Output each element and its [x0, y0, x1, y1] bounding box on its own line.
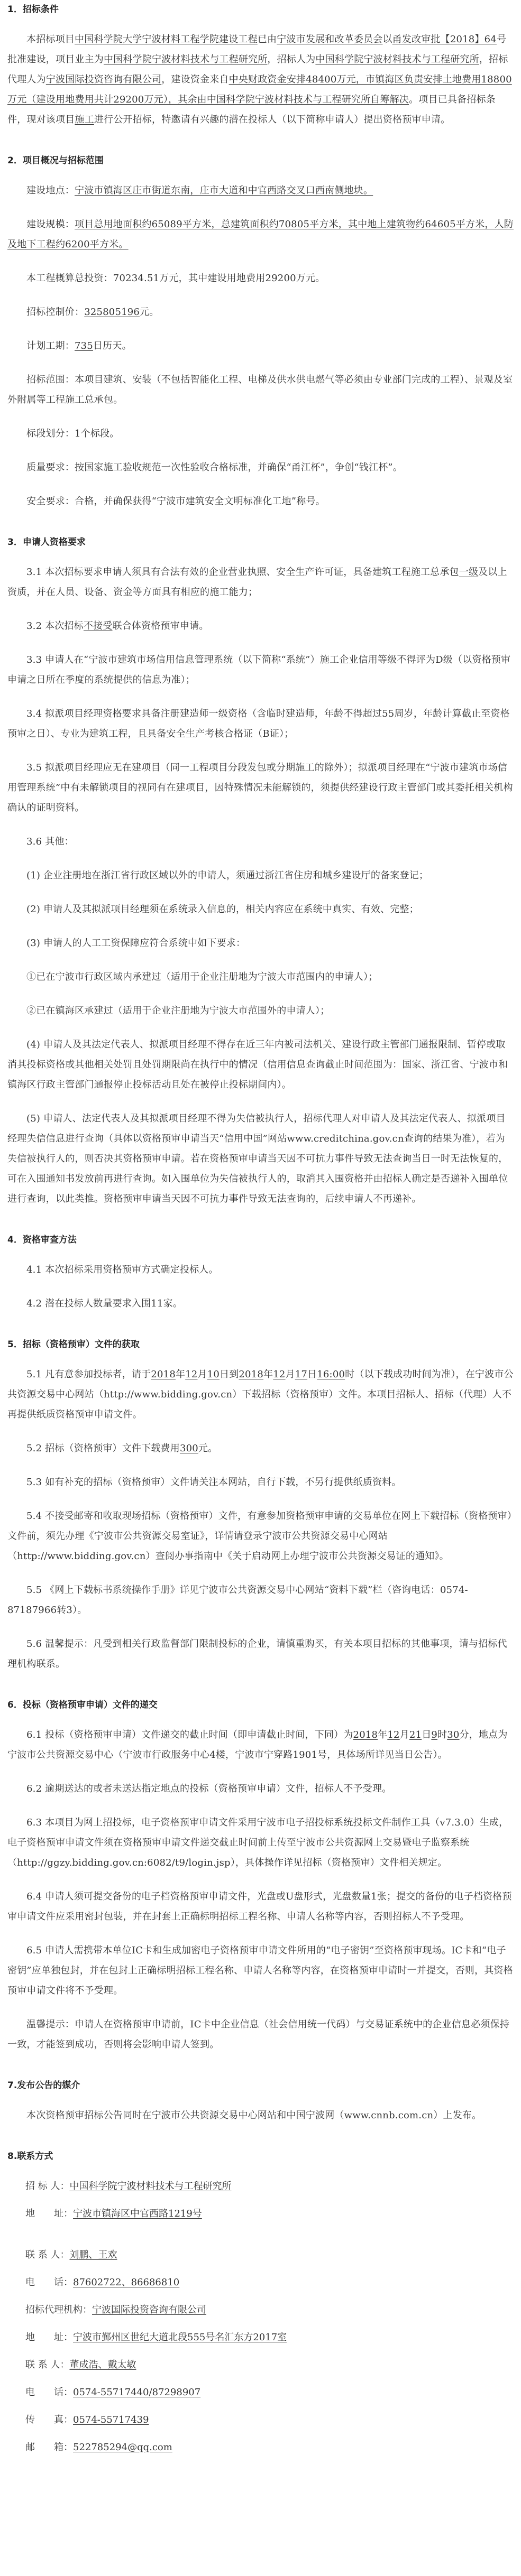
- contact-row-tenderer-contact: 联 系 人：刘鹏、王欢: [25, 2249, 117, 2260]
- para-3-1: 3.1 本次招标要求申请人须具有合法有效的企业营业执照、安全生产许可证，具备建筑工程施工总承包一级及以上资质，并在人员、设备、资金等方面具有相应的施工能力；: [7, 567, 507, 598]
- contact-block: [7, 2176, 514, 2458]
- para-5-5: 5.5 《网上下载标书系统操作手册》详见宁波市公共资源交易中心网站“资料下载”栏（咨询电话：0574-87187966转3）。: [7, 1584, 468, 1616]
- section-title-media: 7.发布公告的媒介: [7, 2080, 80, 2091]
- para-control-price: 招标控制价：325805196元。: [26, 307, 159, 318]
- contact-row-agency: 招标代理机构：宁波国际投资咨询有限公司: [25, 2304, 206, 2315]
- para-5-2: 5.2 招标（资格预审）文件下载费用300元。: [26, 1443, 218, 1454]
- para-3-6-4: (4) 申请人及其法定代表人、拟派项目经理不得存在近三年内被司法机关、建设行政主管部门通报限制、暂停或取消其投标资格或其他相关处罚且处罚期限尚在执行中的情况（信用信息查询截止时间范围为：国家、浙江省、宁波市和镇海区行政主管部门通报停止投标活动且处在被停止投标期间内）。: [7, 1039, 508, 1090]
- para-6-tip: 温馨提示：申请人在资格预审申请前，IC卡中企业信息（社会信用统一代码）与交易证系统中的企业信息必须保持一致，才能签到成功，否则将会影响申请人签到。: [7, 2019, 510, 2050]
- para-3-6-2: (2) 申请人及其拟派项目经理须在系统录入信息的，相关内容应在系统中真实、有效、完整；: [26, 904, 419, 915]
- para-6-1: 6.1 投标（资格预审申请）文件递交的截止时间（即申请截止时间，下同）为2018年12月21日9时30分，地点为宁波市公共资源交易中心（宁波市行政服务中心4楼，宁波市宁穿路1901号，具体场所详见当日公告）。: [7, 1729, 508, 1760]
- contact-row-tenderer-address: 地 址：宁波市镇海区中官西路1219号: [25, 2208, 202, 2219]
- para-3-2: 3.2 本次招标不接受联合体资格预审申请。: [26, 620, 209, 632]
- para-6-4: 6.4 申请人须可提交备份的电子档资格预审申请文件，光盘或U盘形式，光盘数量1张；提交的备份的电子档资格预审申请文件应采用密封包装，并在封套上正确标明招标工程名称、申请人名称等内容，否则招标人不予受理。: [7, 1891, 512, 1922]
- section-title-submission: 6．投标（资格预审申请）文件的递交: [7, 1700, 158, 1710]
- section-title-qualification: 3．申请人资格要求: [7, 537, 86, 548]
- para-3-3: 3.3 申请人在“宁波市建筑市场信用信息管理系统（以下简称“系统”）施工企业信用等级不得评为D级（以资格预审申请之日所在季度的系统提供的信息为准）；: [7, 654, 511, 685]
- para-3-6: 3.6 其他：: [26, 836, 74, 847]
- para-budget: 本工程概算总投资：70234.51万元，其中建设用地费用29200万元。: [26, 273, 325, 284]
- contact-row-agency-email: 邮 箱：522785294@qq.com: [25, 2442, 172, 2453]
- para-5-6: 5.6 温馨提示：凡受到相关行政监督部门限制投标的企业，请慎重购买，有关本项目招标的其他事项，请与招标代理机构联系。: [7, 1638, 507, 1670]
- para-scope: 招标范围：本项目建筑、安装（不包括智能化工程、电梯及供水供电燃气等必须由专业部门完成的工程）、景观及室外附属等工程施工总承包。: [7, 374, 513, 405]
- para-5-1: 5.1 凡有意参加投标者，请于2018年12月10日到2018年12月17日16:00时（以下载成功时间为准），在宁波市公共资源交易中心网站（http://www.bidding.gov.cn）下载招标（资格预审）文件。本项目招标人、招标（代理）人不再提供纸质资格预审申请文件。: [7, 1369, 514, 1420]
- para-conditions: 本招标项目中国科学院大学宁波材料工程学院建设工程已由宁波市发展和改革委员会以甬发改审批【2018】64号批准建设，项目业主为中国科学院宁波材料技术与工程研究所，招标人为中国科学院宁波材料技术与工程研究所，招标代理人为宁波国际投资咨询有限公司，建设资金来自中央财政资金安排48400万元，市镇海区负责安排土地费用18800万元（建设用地费用共计29200万元），其余由中国科学院宁波材料技术与工程研究所自筹解决。项目已具备招标条件，现对该项目施工进行公开招标，特邀请有兴趣的潜在投标人（以下简称申请人）提出资格预审申请。: [7, 34, 512, 125]
- contact-row-agency-fax: 传 真：0574-55717439: [25, 2414, 149, 2425]
- para-4-1: 4.1 本次招标采用资格预审方式确定投标人。: [26, 1264, 218, 1275]
- contact-row-agency-address: 地 址：宁波市鄞州区世纪大道北段555号名汇东方2017室: [25, 2332, 287, 2343]
- para-safety: 安全要求：合格，并确保获得“宁波市建筑安全文明标准化工地”称号。: [26, 496, 325, 507]
- para-5-3: 5.3 如有补充的招标（资格预审）文件请关注本网站，自行下载，不另行提供纸质资料。: [26, 1477, 401, 1488]
- para-scale: 建设规模：项目总用地面积约65089平方米，总建筑面积约70805平方米，其中地上建筑物约64605平方米，人防及地下工程约6200平方米。: [7, 219, 514, 250]
- section-title-obtain-docs: 5．招标（资格预审）文件的获取: [7, 1339, 140, 1350]
- para-3-6-1: (1) 企业注册地在浙江省行政区域以外的申请人，须通过浙江省住房和城乡建设厅的备案登记；: [26, 870, 429, 881]
- section-title-review-method: 4．资格审查方法: [7, 1235, 77, 1245]
- contact-row-agency-phone: 电 话：0574-55717440/87298907: [25, 2387, 201, 2398]
- para-location: 建设地点：宁波市镇海区庄市街道东南，庄市大道和中官西路交叉口西南侧地块。: [26, 185, 373, 196]
- contact-row-tenderer: 招 标 人：中国科学院宁波材料技术与工程研究所: [25, 2181, 232, 2192]
- contact-row-agency-contact: 联 系 人：董成浩、戴太敏: [25, 2359, 136, 2370]
- para-3-6-3-a: ①已在宁波市行政区域内承建过（适用于企业注册地为宁波大市范围内的申请人）；: [26, 971, 378, 983]
- para-3-6-3-b: ②已在镇海区承建过（适用于企业注册地为宁波大市范围外的申请人）；: [26, 1005, 330, 1016]
- para-7-1: 本次资格预审招标公告同时在宁波市公共资源交易中心网站和中国宁波网（www.cnnb.com.cn）上发布。: [26, 2110, 482, 2121]
- para-5-4: 5.4 不接受邮寄和收取现场招标（资格预审）文件，有意参加资格预审申请的交易单位在网上下载招标（资格预审）文件前，须先办理《宁波市公共资源交易室证》，详情请登录宁波市公共资源交易中心网站（http://www.bidding.gov.cn）查阅办事指南中《关于启动网上办理宁波市公共资源交易证的通知》。: [7, 1511, 512, 1562]
- section-title-conditions: 1．招标条件: [7, 4, 59, 15]
- para-6-5: 6.5 申请人需携带本单位IC卡和生成加密电子资格预审申请文件所用的“电子密钥”至资格预审现场。IC卡和“电子密钥”应单独包封，并在包封上正确标明招标工程名称、申请人名称等内容，在资格预审申请时一并提交，否则，其资格预审申请文件将不予受理。: [7, 1945, 513, 1996]
- para-4-2: 4.2 潜在投标人数量要求入围11家。: [26, 1298, 183, 1309]
- para-6-2: 6.2 逾期送达的或者未送达指定地点的投标（资格预审申请）文件，招标人不予受理。: [26, 1783, 392, 1794]
- para-period: 计划工期：735日历天。: [26, 340, 132, 351]
- section-title-overview: 2．项目概况与招标范围: [7, 155, 104, 166]
- contact-row-tenderer-phone: 电 话：87602722、86686810: [25, 2277, 180, 2288]
- para-3-4: 3.4 拟派项目经理资格要求具备注册建造师一级资格（含临时建造师，年龄不得超过55周岁，年龄计算截止至资格预审之日）、专业为建筑工程，且具备安全生产考核合格证（B证）；: [7, 708, 510, 739]
- para-6-3: 6.3 本项目为网上招投标，电子资格预审申请文件采用宁波市电子招投标系统投标文件制作工具（v7.3.0）生成，电子资格预审申请文件须在资格预审申请文件递交截止时间前上传至宁波市公共资源网上交易暨电子监察系统（http://ggzy.bidding.gov.cn:6082/t9/login.jsp），具体操作详见招标（资格预审）文件相关规定。: [7, 1817, 509, 1868]
- para-3-6-3: (3) 申请人的人工工资保障应符合系统中如下要求：: [26, 938, 246, 949]
- para-quality: 质量要求：按国家施工验收规范一次性验收合格标准，并确保“甬江杯”，争创“钱江杯”。: [26, 462, 403, 473]
- para-3-6-5: (5) 申请人、法定代表人及其拟派项目经理不得为失信被执行人，招标代理人对申请人及其法定代表人、拟派项目经理失信信息进行查询（具体以资格预审申请当天“信用中国”网站www.creditchina.gov.cn查询的结果为准），若为失信被执行人的，则否决其资格预审申请。若在资格预审申请当天因不可抗力事件导致无法查询当日一时无法恢复的，可在入围通知书发放前再进行查询。如入围单位为失信被执行人的，取消其入围资格并由招标人确定是否递补入围单位进行查询，以此类推。资格预审申请当天因不可抗力事件导致无法查询的，后续申请人不再递补。: [7, 1113, 508, 1204]
- para-sections: 标段划分：1个标段。: [26, 428, 120, 439]
- section-title-contact: 8.联系方式: [7, 2151, 53, 2162]
- para-3-5: 3.5 拟派项目经理应无在建项目（同一工程项目分段发包或分期施工的除外）；拟派项目经理在“宁波市建筑市场信用管理系统”中有未解锁项目的视同有在建项目，因特殊情况未能解锁的，须提供经建设行政主管部门或其委托相关机构确认的证明资料。: [7, 762, 513, 813]
